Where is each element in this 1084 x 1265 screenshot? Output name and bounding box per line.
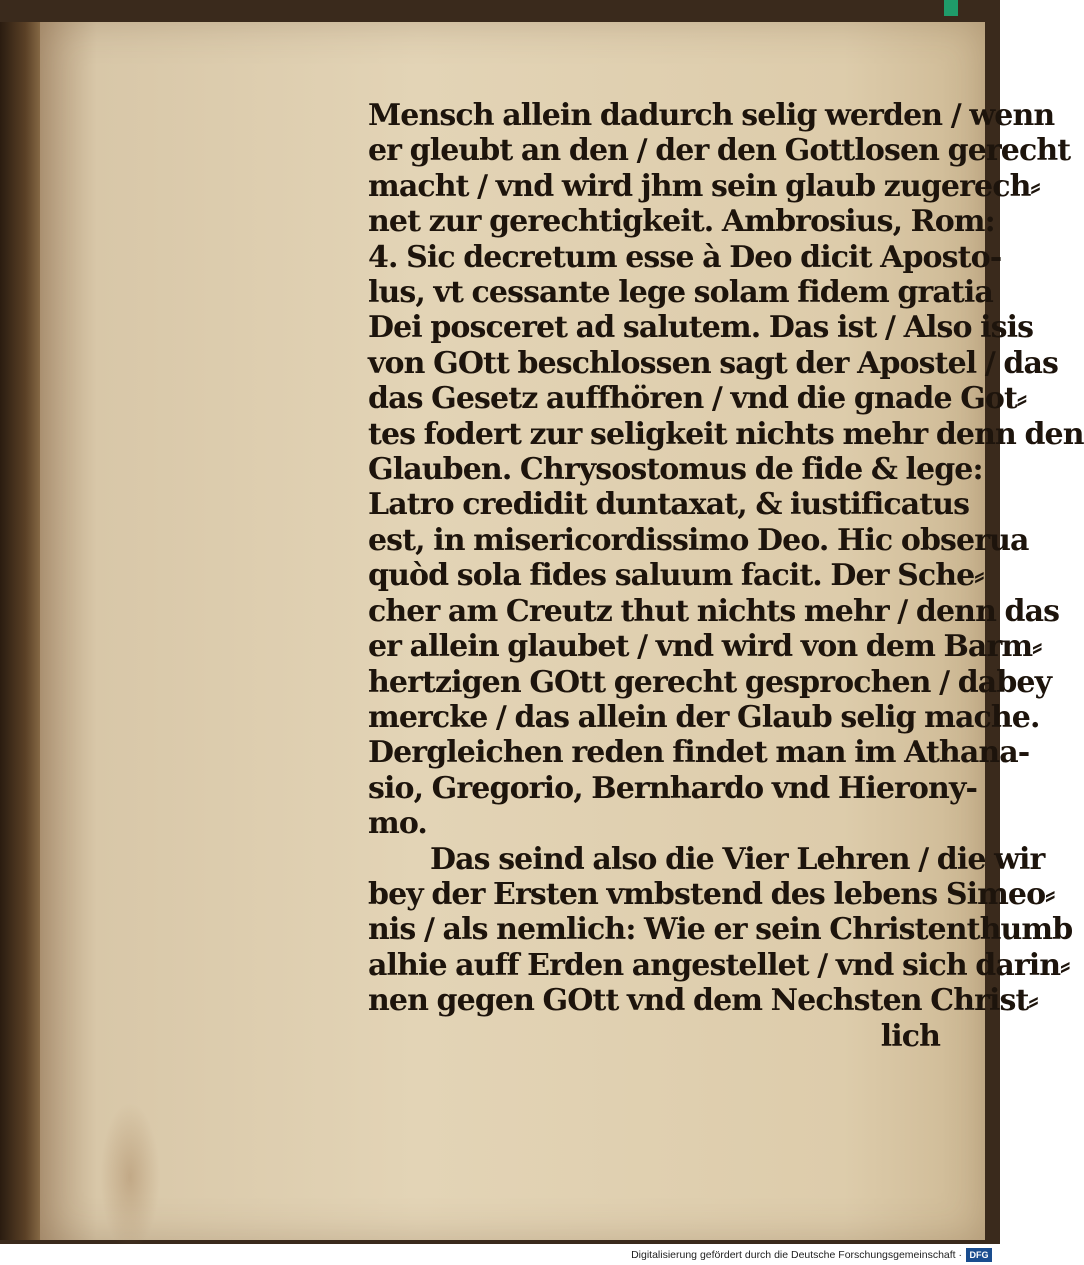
- text-line: bey der Ersten vmbstend des lebens Simeo⸗: [368, 876, 1055, 912]
- text-line: macht / vnd wird jhm sein glaub zugerech⸗: [368, 168, 1040, 204]
- footer-credit: Digitalisierung gefördert durch die Deutsche Forschungsgemeinschaft ·: [631, 1248, 962, 1261]
- text-line: Dei posceret ad salutem. Das ist / Also isis: [368, 310, 1034, 346]
- bookmark-ribbon: [944, 0, 958, 16]
- text-line: mo.: [368, 806, 427, 842]
- digitization-footer: [0, 1244, 1000, 1265]
- text-line: lus, vt cessante lege solam fidem gratia: [368, 275, 993, 311]
- book-binding-edge: [0, 22, 42, 1240]
- text-line: nis / als nemlich: Wie er sein Christenthumb: [368, 912, 1073, 948]
- text-line: alhie auff Erden angestellet / vnd sich darin⸗: [368, 947, 1070, 983]
- text-line: hertzigen GOtt gerecht gesprochen / dabey: [368, 664, 1052, 700]
- text-line: cher am Creutz thut nichts mehr / denn das: [368, 593, 1060, 629]
- text-line: Glauben. Chrysostomus de fide & lege:: [368, 452, 983, 488]
- text-line: net zur gerechtigkeit. Ambrosius, Rom:: [368, 204, 995, 240]
- text-line: Das seind also die Vier Lehren / die wir: [430, 841, 1045, 877]
- text-line: Mensch allein dadurch selig werden / wenn: [368, 98, 1055, 133]
- text-line: mercke / das allein der Glaub selig mache.: [368, 699, 1040, 735]
- catchword: lich: [880, 1018, 940, 1054]
- text-line: nen gegen GOtt vnd dem Nechsten Christ⸗: [368, 983, 1038, 1019]
- text-line: er allein glaubet / vnd wird von dem Barm⸗: [368, 629, 1042, 665]
- text-line: 4. Sic decretum esse à Deo dicit Aposto-: [368, 239, 1002, 275]
- page-text: [368, 98, 1084, 1054]
- text-line: est, in misericordissimo Deo. Hic obserua: [368, 522, 1029, 558]
- page-stain: [100, 1102, 160, 1252]
- text-line: das Gesetz auffhören / vnd die gnade Got⸗: [368, 381, 1027, 417]
- text-line: sio, Gregorio, Bernhardo vnd Hierony-: [368, 770, 978, 806]
- text-line: quòd sola fides saluum facit. Der Sche⸗: [368, 558, 984, 594]
- text-line: Dergleichen reden findet man im Athana-: [368, 735, 1030, 771]
- text-line: tes fodert zur seligkeit nichts mehr denn den: [368, 416, 1084, 452]
- text-line: von GOtt beschlossen sagt der Apostel / das: [368, 345, 1059, 381]
- text-line: er gleubt an den / der den Gottlosen gerecht: [368, 133, 1071, 169]
- text-line: Latro credidit duntaxat, & iustificatus: [368, 487, 970, 523]
- dfg-logo-icon: DFG: [966, 1248, 992, 1262]
